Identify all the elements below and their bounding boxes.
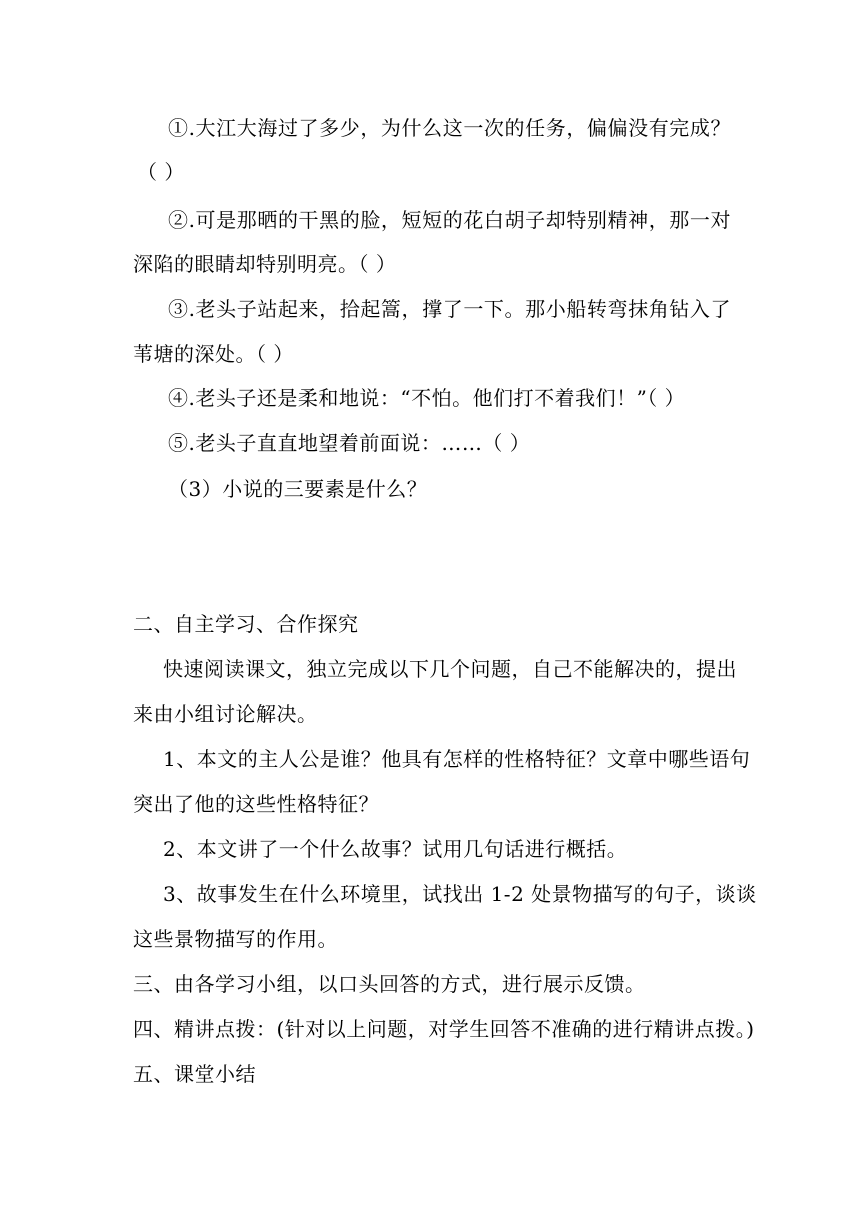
item-3-line-1: 3、故事发生在什么环境里，试找出 1-2 处景物描写的句子，谈谈 [163,882,757,906]
section-2-heading: 二、自主学习、合作探究 [133,612,359,636]
question-1-line-2: （ ） [137,160,185,184]
question-2-line-1: ②.可是那晒的干黑的脸，短短的花白胡子却特别精神，那一对 [168,208,731,232]
item-1-line-2: 突出了他的这些性格特征？ [133,792,379,816]
question-3-line-2: 苇塘的深处。（ ） [133,342,294,366]
section-2-intro-line-1: 快速阅读课文，独立完成以下几个问题，自己不能解决的，提出 [163,657,737,681]
section-5-heading: 五、课堂小结 [133,1062,256,1086]
question-5: ⑤.老头子直直地望着前面说：……（ ） [168,431,531,455]
section-3-heading: 三、由各学习小组，以口头回答的方式，进行展示反馈。 [133,972,646,996]
item-3-line-2: 这些景物描写的作用。 [133,927,338,951]
question-3-line-1: ③.老头子站起来，拾起篙，撑了一下。那小船转弯抹角钻入了 [168,297,731,321]
question-6: （3）小说的三要素是什么？ [168,477,428,501]
question-4: ④.老头子还是柔和地说：“不怕。他们打不着我们！”（ ） [168,386,686,410]
section-4-heading: 四、精讲点拨：(针对以上问题，对学生回答不准确的进行精讲点拨。) [133,1017,755,1041]
item-2: 2、本文讲了一个什么故事？试用几句话进行概括。 [163,837,628,861]
section-2-intro-line-2: 来由小组讨论解决。 [133,702,318,726]
question-1-line-1: ①.大江大海过了多少，为什么这一次的任务，偏偏没有完成？ [168,116,731,140]
item-1-line-1: 1、本文的主人公是谁？他具有怎样的性格特征？文章中哪些语句 [163,747,751,771]
question-2-line-2: 深陷的眼睛却特别明亮。（ ） [133,252,397,276]
